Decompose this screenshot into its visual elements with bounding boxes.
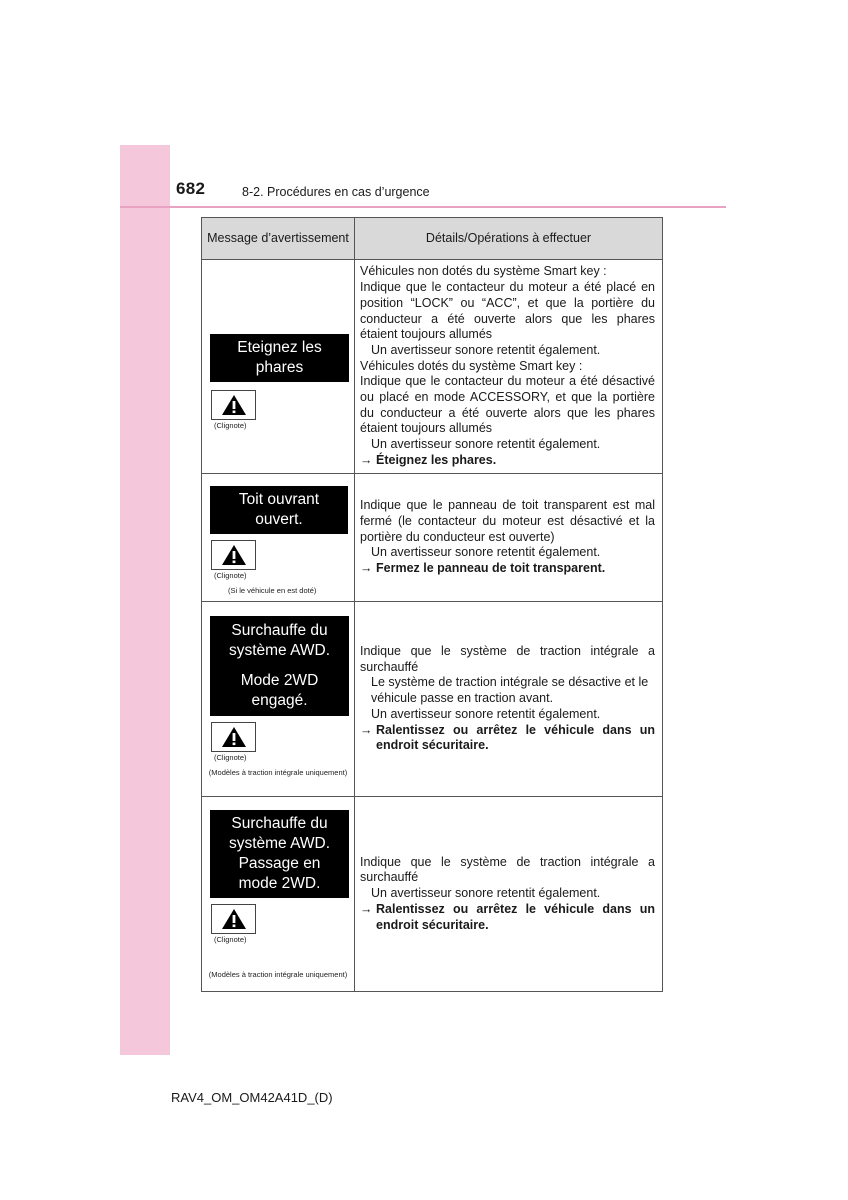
details-cell xyxy=(355,602,662,796)
display-message-line: Mode 2WD engagé. xyxy=(240,672,319,709)
detail-text: Véhicules non dotés du système Smart key : xyxy=(360,264,607,279)
detail-text: Un avertisseur sonore retentit également. xyxy=(371,342,601,357)
table-row xyxy=(202,797,662,991)
blink-label: (Clignote) xyxy=(214,421,247,430)
detail-text: Le système de traction intégrale se désactive et le véhicule passe en traction avant. xyxy=(371,675,649,706)
section-title: 8-2. Procédures en cas d’urgence xyxy=(242,185,430,199)
blink-label: (Clignote) xyxy=(214,753,247,762)
margin-color-band xyxy=(120,145,170,1055)
action-text: → Éteignez les phares. xyxy=(360,452,497,467)
right-arrow-icon: → xyxy=(360,901,373,916)
right-arrow-icon: → xyxy=(360,561,373,576)
table-row xyxy=(202,474,662,602)
message-cell xyxy=(202,260,355,473)
warning-triangle-icon xyxy=(211,390,256,420)
detail-text: Un avertisseur sonore retentit également. xyxy=(371,437,601,452)
detail-text: Un avertisseur sonore retentit également. xyxy=(371,706,601,721)
detail-text: Indique que le panneau de toit transparent est mal fermé (le contacteur du moteur est désactivé et la portière du conducteur est ouverte) xyxy=(360,498,655,544)
availability-note: (Modèles à traction intégrale uniquement) xyxy=(208,768,348,777)
display-message: Toit ouvrant ouvert. xyxy=(210,486,348,534)
col-header-message: Message d’avertissement xyxy=(202,218,355,259)
table-row xyxy=(202,602,662,797)
blink-label: (Clignote) xyxy=(214,935,247,944)
action-text: → Ralentissez ou arrêtez le véhicule dans un endroit sécuritaire. xyxy=(360,901,655,932)
display-message: Surchauffe du système AWD. Passage en mode 2WD. xyxy=(210,810,349,898)
detail-text: Un avertisseur sonore retentit également. xyxy=(371,886,601,901)
message-cell xyxy=(202,602,355,796)
document-code: RAV4_OM_OM42A41D_(D) xyxy=(171,1090,333,1105)
display-message: Eteignez les phares xyxy=(210,334,349,382)
warning-triangle-icon xyxy=(211,904,256,934)
message-cell xyxy=(202,474,355,601)
right-arrow-icon: → xyxy=(360,452,373,467)
page-number: 682 xyxy=(176,179,206,198)
warning-triangle-icon xyxy=(211,540,256,570)
display-message-line: Surchauffe du système AWD. xyxy=(228,622,331,659)
warning-triangle-icon xyxy=(211,722,256,752)
detail-text: Un avertisseur sonore retentit également. xyxy=(371,545,601,560)
blink-label: (Clignote) xyxy=(214,571,247,580)
message-cell xyxy=(202,797,355,991)
detail-text: Indique que le système de traction intégrale a surchauffé xyxy=(360,644,655,674)
availability-note: (Si le véhicule en est doté) xyxy=(228,586,317,595)
right-arrow-icon: → xyxy=(360,722,373,737)
table-row xyxy=(202,260,662,474)
display-message xyxy=(210,616,349,716)
details-cell xyxy=(355,260,662,473)
detail-text: Indique que le système de traction intégrale a surchauffé xyxy=(360,854,655,885)
detail-text: Indique que le contacteur du moteur a été désactivé ou placé en mode ACCESSORY, et que la portière du conducteur a été ouverte alors que les phares étaient toujours allumés xyxy=(360,374,655,436)
action-text: → Ralentissez ou arrêtez le véhicule dans un endroit sécuritaire. xyxy=(360,722,655,753)
col-header-details: Détails/Opérations à effectuer xyxy=(425,231,592,245)
table-header xyxy=(202,218,662,260)
warning-message-table xyxy=(201,217,663,992)
header-rule xyxy=(120,206,726,208)
details-cell xyxy=(355,797,662,991)
detail-text: Véhicules dotés du système Smart key : xyxy=(360,358,583,373)
detail-text: Indique que le contacteur du moteur a été placé en position “LOCK” ou “ACC”, et que la portière du conducteur a été ouverte alors que les phares étaient toujours allumés xyxy=(360,280,655,342)
action-text: → Fermez le panneau de toit transparent. xyxy=(360,561,606,576)
details-cell xyxy=(355,474,662,601)
availability-note: (Modèles à traction intégrale uniquement) xyxy=(208,970,348,979)
